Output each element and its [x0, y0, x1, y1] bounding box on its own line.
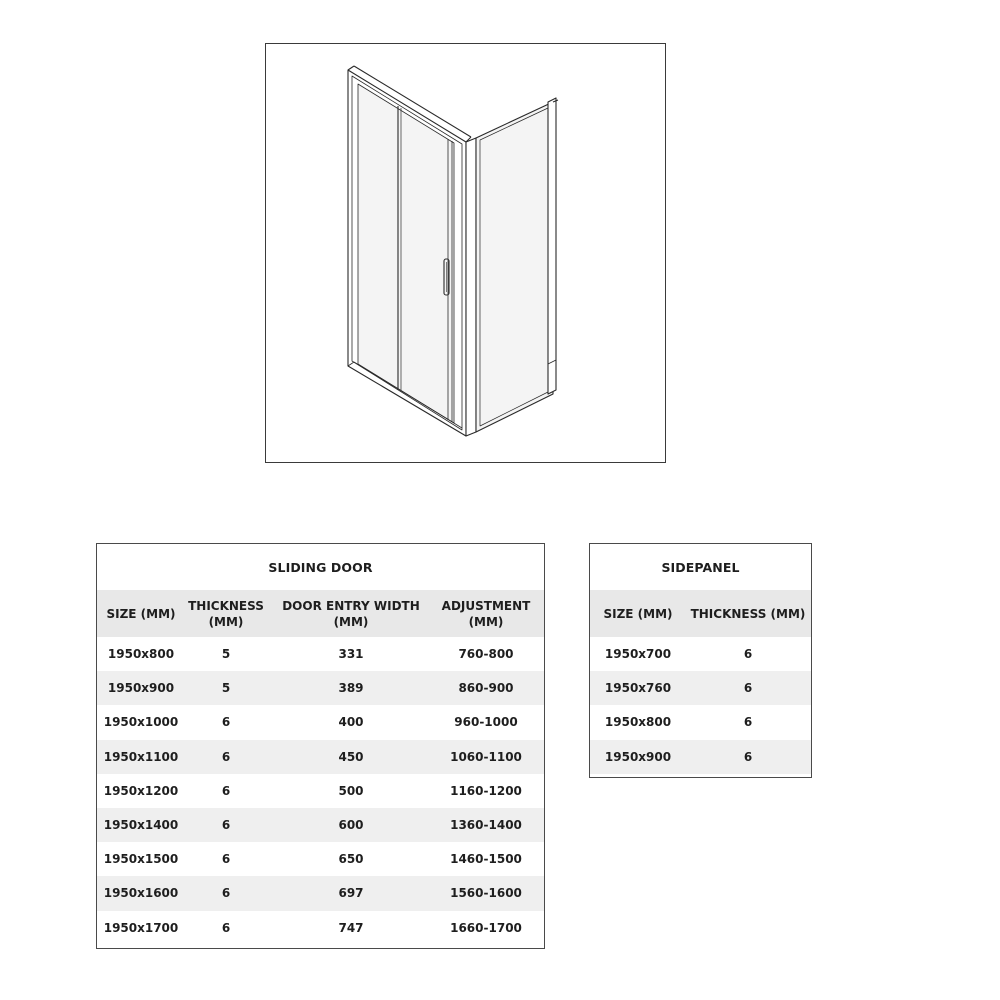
thickness-cell: 6: [221, 920, 231, 935]
header-entry-line2: (MM): [333, 614, 369, 629]
thickness-cell: 6: [221, 852, 231, 867]
size-cell: 1950x760: [604, 681, 672, 696]
thickness-cell: 6: [221, 783, 231, 798]
table-row: [590, 671, 811, 705]
adjustment-cell: 1560-1600: [450, 886, 522, 901]
adjustment-cell: 760-800: [458, 647, 514, 662]
header-adjustment-line1: ADJUSTMENT: [441, 598, 531, 613]
table-header: [97, 590, 544, 637]
adjustment-cell: 1460-1500: [450, 852, 522, 867]
thickness-cell: 6: [743, 681, 753, 696]
entry-cell: 500: [338, 783, 364, 798]
table-row: [97, 808, 544, 842]
table-row: [590, 637, 811, 671]
header-adjustment: [429, 598, 543, 630]
adjustment-cell: 1360-1400: [450, 818, 522, 833]
entry-cell: 400: [338, 715, 364, 730]
header-size: SIZE (MM): [603, 606, 673, 621]
header-entry-line1: DOOR ENTRY WIDTH: [282, 598, 420, 613]
size-cell: 1950x900: [604, 749, 672, 764]
entry-cell: 747: [338, 920, 364, 935]
thickness-cell: 5: [221, 647, 231, 662]
size-cell: 1950x1100: [103, 749, 179, 764]
header-adjustment-line2: (MM): [468, 614, 504, 629]
adjustment-cell: 1160-1200: [450, 783, 522, 798]
table-row: [97, 637, 544, 671]
thickness-cell: 5: [221, 681, 231, 696]
header-thickness: [179, 598, 273, 630]
entry-cell: 650: [338, 852, 364, 867]
thickness-cell: 6: [743, 647, 753, 662]
thickness-cell: 6: [743, 749, 753, 764]
adjustment-cell: 960-1000: [454, 715, 518, 730]
table-row: [97, 911, 544, 945]
table-row: [97, 842, 544, 876]
adjustment-cell: 1660-1700: [450, 920, 522, 935]
size-cell: 1950x1400: [103, 818, 179, 833]
product-illustration: [265, 43, 666, 463]
thickness-cell: 6: [221, 749, 231, 764]
sliding-door-table: [96, 543, 545, 949]
sidepanel-table: [589, 543, 812, 778]
thickness-cell: 6: [743, 715, 753, 730]
entry-cell: 450: [338, 749, 364, 764]
header-size: SIZE (MM): [106, 606, 176, 621]
size-cell: 1950x1500: [103, 852, 179, 867]
table-row: [97, 671, 544, 705]
shower-enclosure-icon: [266, 44, 667, 464]
entry-cell: 331: [338, 647, 364, 662]
size-cell: 1950x1000: [103, 715, 179, 730]
header-thickness-line1: THICKNESS: [188, 598, 264, 613]
table-row: [97, 705, 544, 739]
table-row: [590, 740, 811, 774]
table-row: [97, 774, 544, 808]
size-cell: 1950x800: [604, 715, 672, 730]
entry-cell: 697: [338, 886, 364, 901]
table-title: SLIDING DOOR: [268, 559, 373, 575]
table-row: [97, 740, 544, 774]
entry-cell: 600: [338, 818, 364, 833]
header-thickness-line2: (MM): [208, 614, 244, 629]
header-thickness: THICKNESS (MM): [690, 606, 806, 621]
entry-cell: 389: [338, 681, 364, 696]
size-cell: 1950x1200: [103, 783, 179, 798]
size-cell: 1950x800: [107, 647, 175, 662]
size-cell: 1950x1600: [103, 886, 179, 901]
adjustment-cell: 860-900: [458, 681, 514, 696]
thickness-cell: 6: [221, 715, 231, 730]
size-cell: 1950x1700: [103, 920, 179, 935]
table-title: SIDEPANEL: [661, 559, 740, 575]
table-row: [97, 876, 544, 910]
table-row: [590, 705, 811, 739]
thickness-cell: 6: [221, 818, 231, 833]
size-cell: 1950x700: [604, 647, 672, 662]
thickness-cell: 6: [221, 886, 231, 901]
adjustment-cell: 1060-1100: [450, 749, 522, 764]
table-header: [590, 590, 811, 637]
size-cell: 1950x900: [107, 681, 175, 696]
header-entry-width: [273, 598, 429, 630]
